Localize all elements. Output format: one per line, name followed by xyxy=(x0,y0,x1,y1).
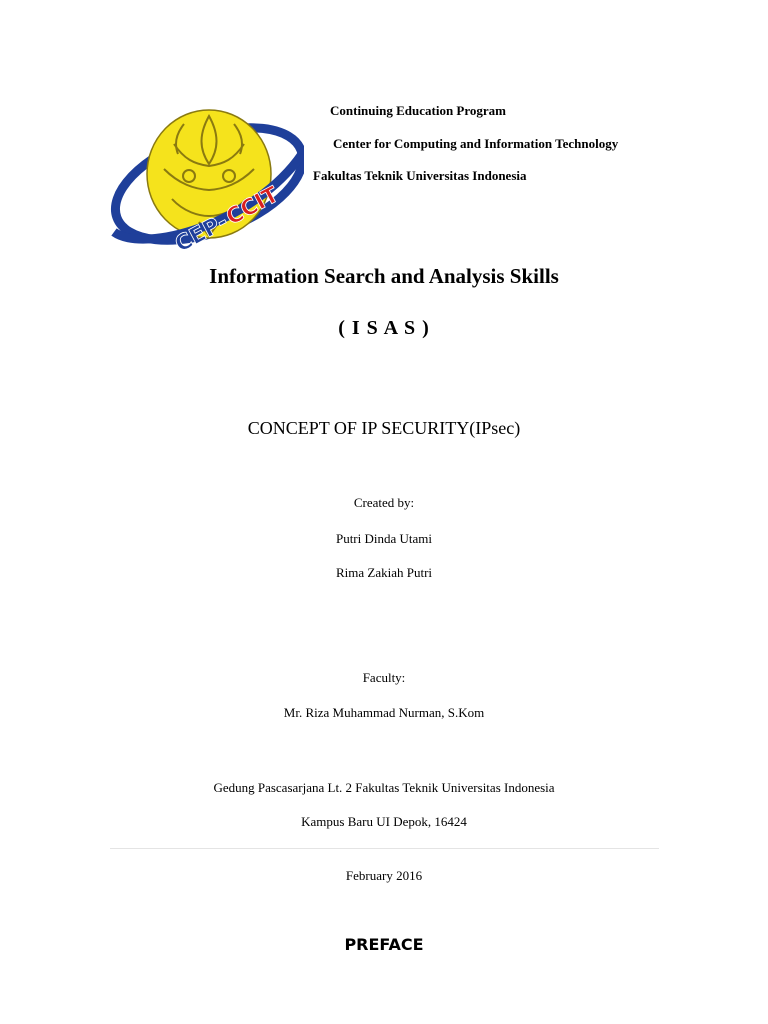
faculty-member-name: Mr. Riza Muhammad Nurman, S.Kom xyxy=(283,705,485,720)
faculty-label: Faculty: xyxy=(362,670,406,685)
program-name: Continuing Education Program xyxy=(330,103,507,118)
center-name: Center for Computing and Information Technology xyxy=(333,136,619,151)
svg-text:CCIT: CCIT xyxy=(222,182,284,231)
author-name: Putri Dinda Utami xyxy=(335,531,433,546)
document-topic: CONCEPT OF IP SECURITY(IPsec) xyxy=(247,418,521,438)
address-line-1: Gedung Pascasarjana Lt. 2 Fakultas Teknik Universitas Indonesia xyxy=(213,780,555,795)
faculty-name: Fakultas Teknik Universitas Indonesia xyxy=(313,168,527,183)
address-line-2: Kampus Baru UI Depok, 16424 xyxy=(301,814,467,829)
created-by-label: Created by: xyxy=(353,495,415,510)
author-name: Rima Zakiah Putri xyxy=(335,565,433,580)
document-title: Information Search and Analysis Skills xyxy=(209,264,559,288)
logo-emblem xyxy=(104,104,304,250)
preface-heading: PREFACE xyxy=(344,935,424,954)
document-subtitle: ( I S A S ) xyxy=(338,317,430,339)
svg-text:CEP-: CEP- xyxy=(171,209,233,250)
page-divider xyxy=(110,848,659,849)
cep-ccit-logo xyxy=(104,104,304,250)
document-date: February 2016 xyxy=(345,868,423,883)
